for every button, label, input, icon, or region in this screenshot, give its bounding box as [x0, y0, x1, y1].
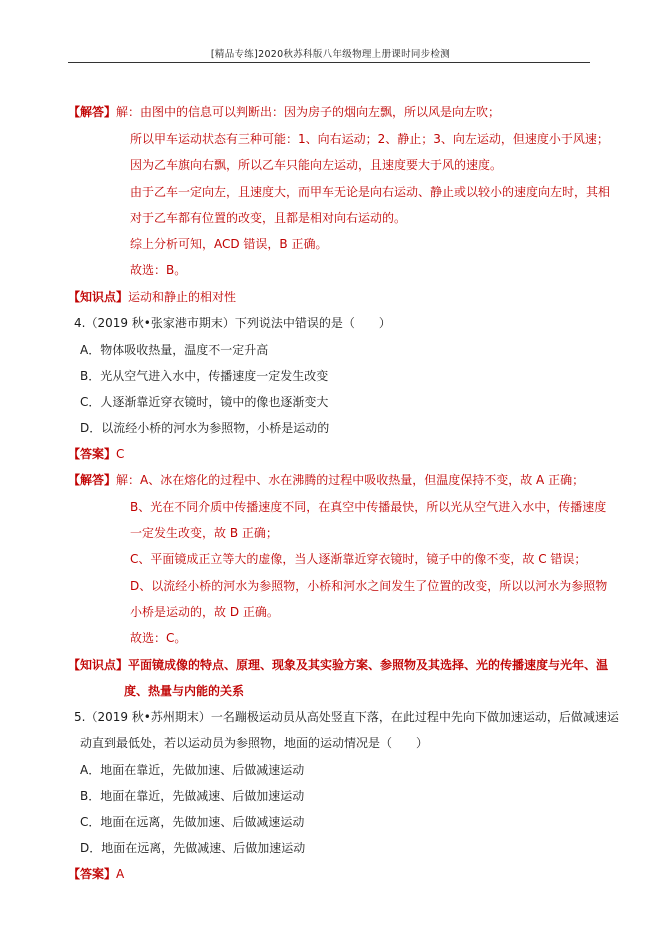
q4-option-c: C．人逐渐靠近穿衣镜时，镜中的像也逐渐变大	[80, 395, 329, 409]
q4-knowledge-line-2: 度、热量与内能的关系	[124, 684, 245, 698]
q3-knowledge-line	[68, 289, 236, 305]
q4-option-d: D．以流经小桥的河水为参照物，小桥是运动的	[80, 421, 330, 435]
q4-solution-line-2: B、光在不同介质中传播速度不同，在真空中传播最快，所以光从空气进入水中，传播速度	[130, 500, 607, 514]
q4-knowledge-line-1	[68, 657, 608, 673]
q4-solution-line-1	[68, 472, 584, 488]
page-header: [精品专练]2020秋苏科版八年级物理上册课时同步检测	[210, 49, 451, 60]
header-divider	[68, 62, 590, 63]
q3-knowledge-tag: 【知识点】	[68, 290, 129, 304]
q3-solution-line-4: 由于乙车一定向左，且速度大，而甲车无论是向右运动、静止或以较小的速度向左时，其相	[130, 185, 611, 199]
q3-solution-line-1	[68, 104, 500, 120]
q5-answer-tag: 【答案】	[68, 867, 117, 881]
q3-solution-line-3: 因为乙车旗向右飘，所以乙车只能向左运动，且速度要大于风的速度。	[130, 158, 503, 172]
q3-solution-text: 解：由图中的信息可以判断出：因为房子的烟向左飘，所以风是向左吹；	[116, 105, 501, 119]
q3-solution-tag: 【解答】	[68, 105, 117, 119]
q5-answer-value: A	[116, 867, 125, 881]
q5-stem-line-1: 5.（2019 秋•苏州期末）一名蹦极运动员从高处竖直下落，在此过程中先向下做加速运动，后做减速运	[74, 710, 619, 724]
q4-knowledge-text: 平面镜成像的特点、原理、现象及其实验方案、参照物及其选择、光的传播速度与光年、温	[128, 658, 609, 672]
q4-solution-tag: 【解答】	[68, 473, 117, 487]
q4-stem: 4.（2019 秋•张家港市期末）下列说法中错误的是（ ）	[74, 316, 391, 330]
q5-option-a: A．地面在靠近，先做加速、后做减速运动	[80, 763, 305, 777]
q5-option-c: C．地面在远离，先做加速、后做减速运动	[80, 815, 305, 829]
q3-knowledge-text: 运动和静止的相对性	[128, 290, 237, 304]
q4-solution-line-3: 一定发生改变，故 B 正确；	[130, 526, 278, 540]
q3-solution-line-7: 故选：B。	[130, 263, 187, 277]
q4-solution-line-6: 小桥是运动的，故 D 正确。	[130, 605, 279, 619]
q4-knowledge-tag: 【知识点】	[68, 658, 129, 672]
q5-answer-line	[68, 866, 124, 882]
q4-solution-line-7: 故选：C。	[130, 631, 187, 645]
q4-answer-line	[68, 446, 124, 462]
q4-answer-value: C	[116, 447, 125, 461]
q4-solution-text: 解：A、冰在熔化的过程中、水在沸腾的过程中吸收热量，但温度保持不变，故 A 正确；	[116, 473, 585, 487]
q3-solution-line-6: 综上分析可知，ACD 错误，B 正确。	[130, 237, 328, 251]
q4-option-b: B．光从空气进入水中，传播速度一定发生改变	[80, 369, 329, 383]
q3-solution-line-2: 所以甲车运动状态有三种可能：1、向右运动；2、静止；3、向左运动，但速度小于风速；	[130, 132, 609, 146]
q4-solution-line-4: C、平面镜成正立等大的虚像，当人逐渐靠近穿衣镜时，镜子中的像不变，故 C 错误；	[130, 552, 587, 566]
q4-solution-line-5: D、以流经小桥的河水为参照物，小桥和河水之间发生了位置的改变，所以以河水为参照物	[130, 579, 608, 593]
q5-option-b: B．地面在靠近，先做减速、后做加速运动	[80, 789, 305, 803]
q3-solution-line-5: 对于乙车都有位置的改变，且都是相对向右运动的。	[130, 211, 407, 225]
q4-answer-tag: 【答案】	[68, 447, 117, 461]
q4-option-a: A．物体吸收热量，温度不一定升高	[80, 343, 269, 357]
q5-option-d: D．地面在远离，先做减速、后做加速运动	[80, 841, 306, 855]
q5-stem-line-2: 动直到最低处，若以运动员为参照物，地面的运动情况是（ ）	[80, 736, 429, 750]
